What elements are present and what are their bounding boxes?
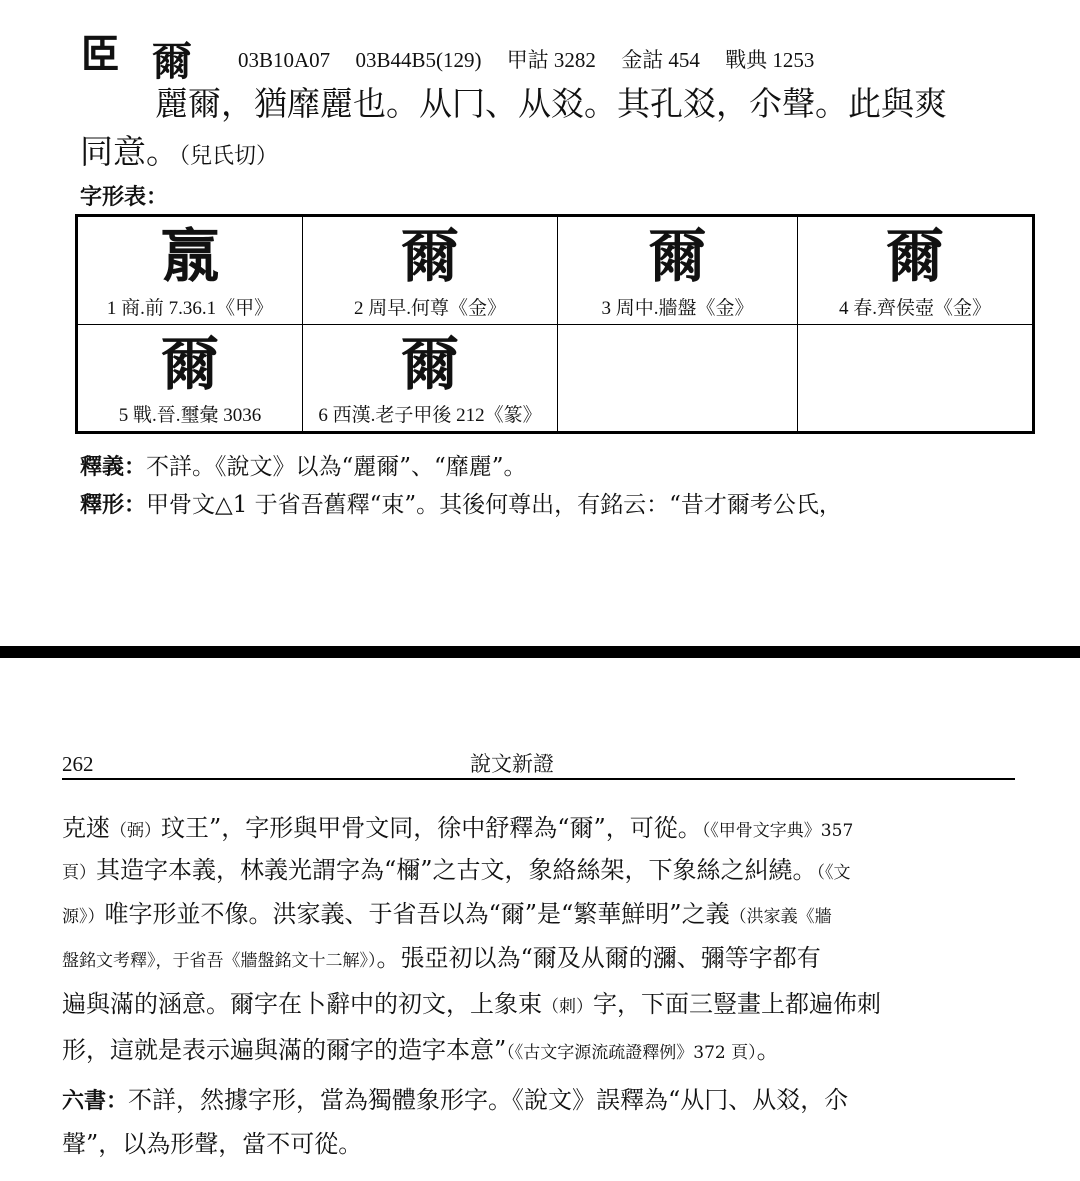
definition-line-1: 麗爾，猶靡麗也。从冂、从㸚。其孔㸚，尒聲。此與爽 bbox=[155, 84, 947, 123]
shixing-label: 釋形： bbox=[80, 493, 147, 518]
body-line bbox=[62, 1030, 781, 1065]
code-2: 03B44B5(129) bbox=[355, 48, 482, 72]
body-text: 玟王”，字形與甲骨文同，徐中舒釋為“爾”，可從。 bbox=[161, 814, 702, 842]
shixing-paragraph bbox=[80, 490, 842, 521]
code-4: 金詁 454 bbox=[621, 48, 700, 72]
table-cell bbox=[798, 217, 1032, 325]
form-glyph: 爾 bbox=[648, 222, 707, 290]
inline-citation: 頁） bbox=[62, 863, 96, 883]
form-caption: 4 春.齊侯壺《金》 bbox=[838, 298, 991, 319]
page-divider bbox=[0, 646, 1080, 658]
inline-citation: （洪家義《牆 bbox=[729, 907, 832, 927]
body-line bbox=[62, 984, 881, 1019]
head-character: 爾 bbox=[152, 38, 192, 85]
body-text: 形，這就是表示遍與滿的爾字的造字本意” bbox=[62, 1036, 507, 1064]
header-rule bbox=[62, 778, 1015, 780]
inline-citation: （《甲骨文字典》357 bbox=[701, 821, 854, 841]
liushu-line-2: 聲”，以為形聲，當不可從。 bbox=[62, 1130, 363, 1158]
form-caption: 3 周中.牆盤《金》 bbox=[601, 298, 754, 319]
body-line bbox=[62, 808, 853, 843]
form-glyph: 爾 bbox=[400, 330, 459, 398]
body-text: 遍與滿的涵意。爾字在卜辭中的初文，上象束 bbox=[62, 990, 542, 1018]
form-caption: 1 商.前 7.36.1《甲》 bbox=[106, 298, 274, 319]
form-caption: 6 西漢.老子甲後 212《篆》 bbox=[318, 405, 542, 426]
running-title: 說文新證 bbox=[470, 752, 554, 776]
body-line bbox=[62, 938, 821, 973]
form-glyph: 𣎆 bbox=[160, 222, 219, 290]
shiyi-paragraph bbox=[80, 452, 527, 483]
inline-citation: （《古文字源流疏證釋例》372 頁） bbox=[506, 1043, 757, 1063]
body-text: 唯字形並不像。洪家義、于省吾以為“爾”是“繁華鮮明”之義 bbox=[104, 900, 730, 928]
page-number: 262 bbox=[62, 752, 94, 776]
table-heading: 字形表： bbox=[80, 185, 169, 210]
body-text: 其造字本義，林義光謂字為“檷”之古文，象絡絲架，下象絲之糾繞。 bbox=[96, 856, 817, 884]
definition-line-2 bbox=[80, 128, 278, 176]
inline-citation: （弼） bbox=[110, 821, 161, 841]
head-character-variant: 𦣞 bbox=[80, 31, 120, 78]
table-cell-empty bbox=[798, 325, 1032, 431]
form-glyph: 爾 bbox=[160, 330, 219, 398]
liushu-text-1: 不詳，然據字形，當為獨體象形字。《說文》誤釋為“从冂、从㸚，尒 bbox=[128, 1086, 849, 1114]
table-cell bbox=[78, 325, 303, 431]
shiyi-text: 不詳。《說文》以為“麗爾”、“靡麗”。 bbox=[146, 454, 527, 480]
body-line bbox=[62, 850, 851, 885]
form-caption: 5 戰.晉.璽彙 3036 bbox=[118, 405, 262, 426]
definition-line-2-main: 同意。 bbox=[80, 132, 179, 171]
table-cell bbox=[78, 217, 303, 325]
body-line bbox=[62, 894, 832, 929]
reference-codes bbox=[238, 44, 834, 74]
body-text: 。 bbox=[756, 1036, 781, 1064]
form-glyph: 爾 bbox=[400, 222, 459, 290]
character-form-table bbox=[75, 214, 1035, 434]
code-3: 甲詁 3282 bbox=[506, 48, 596, 72]
shixing-text: 甲骨文△1 于省吾舊釋“束”。其後何尊出，有銘云：“昔才爾考公氏， bbox=[146, 492, 842, 518]
table-cell bbox=[303, 325, 558, 431]
inline-citation: （《文 bbox=[816, 863, 851, 883]
inline-citation: （刺） bbox=[542, 997, 593, 1017]
body-text: 字，下面三豎畫上都遍佈刺 bbox=[593, 990, 881, 1018]
inline-citation: 源》） bbox=[62, 907, 105, 927]
inline-citation: 盤銘文考釋》，于省吾《牆盤銘文十二解》） bbox=[62, 951, 377, 971]
table-cell-empty bbox=[558, 325, 798, 431]
form-caption: 2 周早.何尊《金》 bbox=[353, 298, 506, 319]
code-1: 03B10A07 bbox=[238, 48, 331, 72]
shiyi-label: 釋義： bbox=[80, 455, 147, 480]
definition-fanqie-note: （兒氏切） bbox=[179, 144, 279, 169]
code-5: 戰典 1253 bbox=[725, 48, 815, 72]
liushu-label: 六書： bbox=[62, 1089, 129, 1114]
table-cell bbox=[558, 217, 798, 325]
form-glyph: 爾 bbox=[885, 222, 944, 290]
table-cell bbox=[303, 217, 558, 325]
body-text: 克逨 bbox=[62, 814, 110, 842]
body-text: 。張亞初以為“爾及从爾的瀰、彌等字都有 bbox=[376, 944, 821, 972]
liushu-paragraph-line-1 bbox=[62, 1080, 848, 1115]
